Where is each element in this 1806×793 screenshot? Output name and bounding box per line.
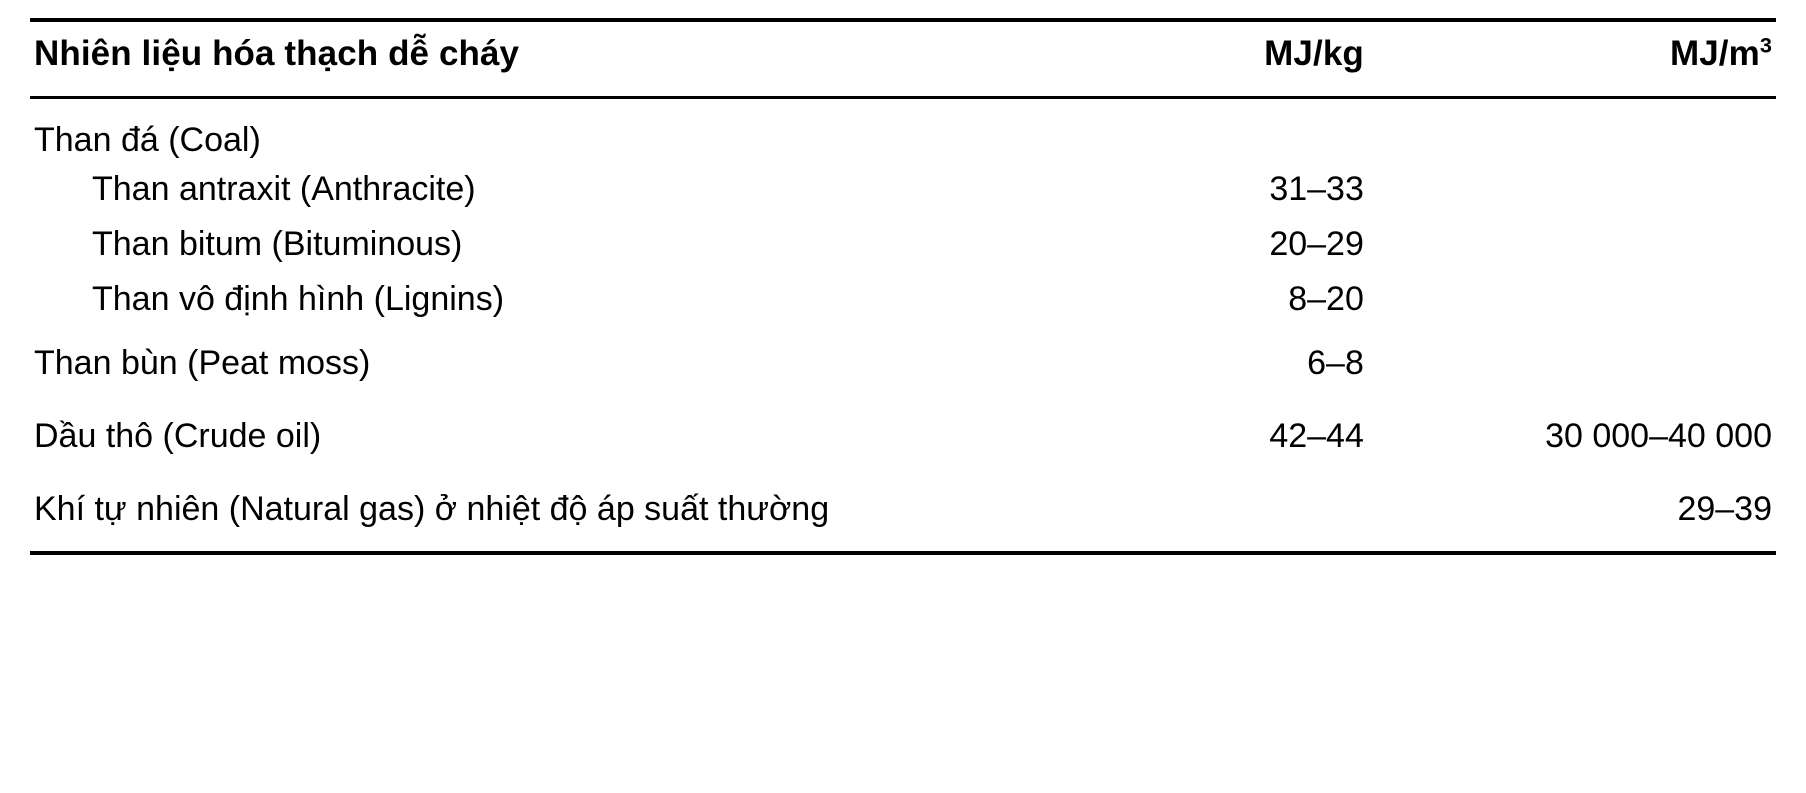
cell-mj-per-m3: 29–39: [1392, 473, 1776, 553]
column-header-mj-per-kg: MJ/kg: [1051, 20, 1391, 98]
column-header-fuel: Nhiên liệu hóa thạch dễ cháy: [30, 20, 1051, 98]
cell-fuel-name: Than vô định hình (Lignins): [92, 280, 505, 318]
cell-fuel-name: Khí tự nhiên (Natural gas) ở nhiệt độ áp suất thường: [30, 473, 1051, 553]
cell-mj-per-kg: [1051, 473, 1391, 553]
cell-fuel-name: Than đá (Coal): [34, 121, 261, 159]
column-header-mj-per-m3-text: MJ/m: [1669, 34, 1760, 73]
cell-mj-per-m3: [1392, 98, 1776, 163]
table-row: [30, 400, 1776, 473]
cell-mj-per-kg: 31–33: [1269, 170, 1364, 208]
table-row: [30, 473, 1776, 553]
cell-mj-per-m3: 30 000–40 000: [1545, 417, 1772, 455]
cell-fuel-name: Dầu thô (Crude oil): [34, 417, 322, 455]
table-body: [30, 98, 1776, 554]
table-row: [30, 217, 1776, 272]
table-row: [30, 162, 1776, 217]
table-row: [30, 272, 1776, 327]
cell-mj-per-m3: [1392, 217, 1776, 272]
cell-fuel-name: Than bùn (Peat moss): [34, 344, 371, 382]
table-header: [30, 20, 1776, 98]
cell-mj-per-m3: [1392, 327, 1776, 400]
column-header-mj-per-m3: [1392, 20, 1776, 98]
table-row: [30, 327, 1776, 400]
cell-mj-per-kg: 20–29: [1269, 225, 1364, 263]
cell-fuel-name: Than antraxit (Anthracite): [92, 170, 476, 208]
cell-fuel-name: Than bitum (Bituminous): [92, 225, 463, 263]
cell-mj-per-m3: [1392, 272, 1776, 327]
cell-mj-per-kg: 42–44: [1269, 417, 1364, 455]
cell-mj-per-m3: [1392, 162, 1776, 217]
table-row: [30, 98, 1776, 163]
cell-mj-per-kg: 8–20: [1288, 280, 1364, 318]
cell-mj-per-kg: [1051, 98, 1391, 163]
fuel-energy-density-table: [30, 18, 1776, 555]
column-header-mj-per-m3-exponent: 3: [1759, 32, 1772, 58]
cell-mj-per-kg: 6–8: [1307, 344, 1364, 382]
